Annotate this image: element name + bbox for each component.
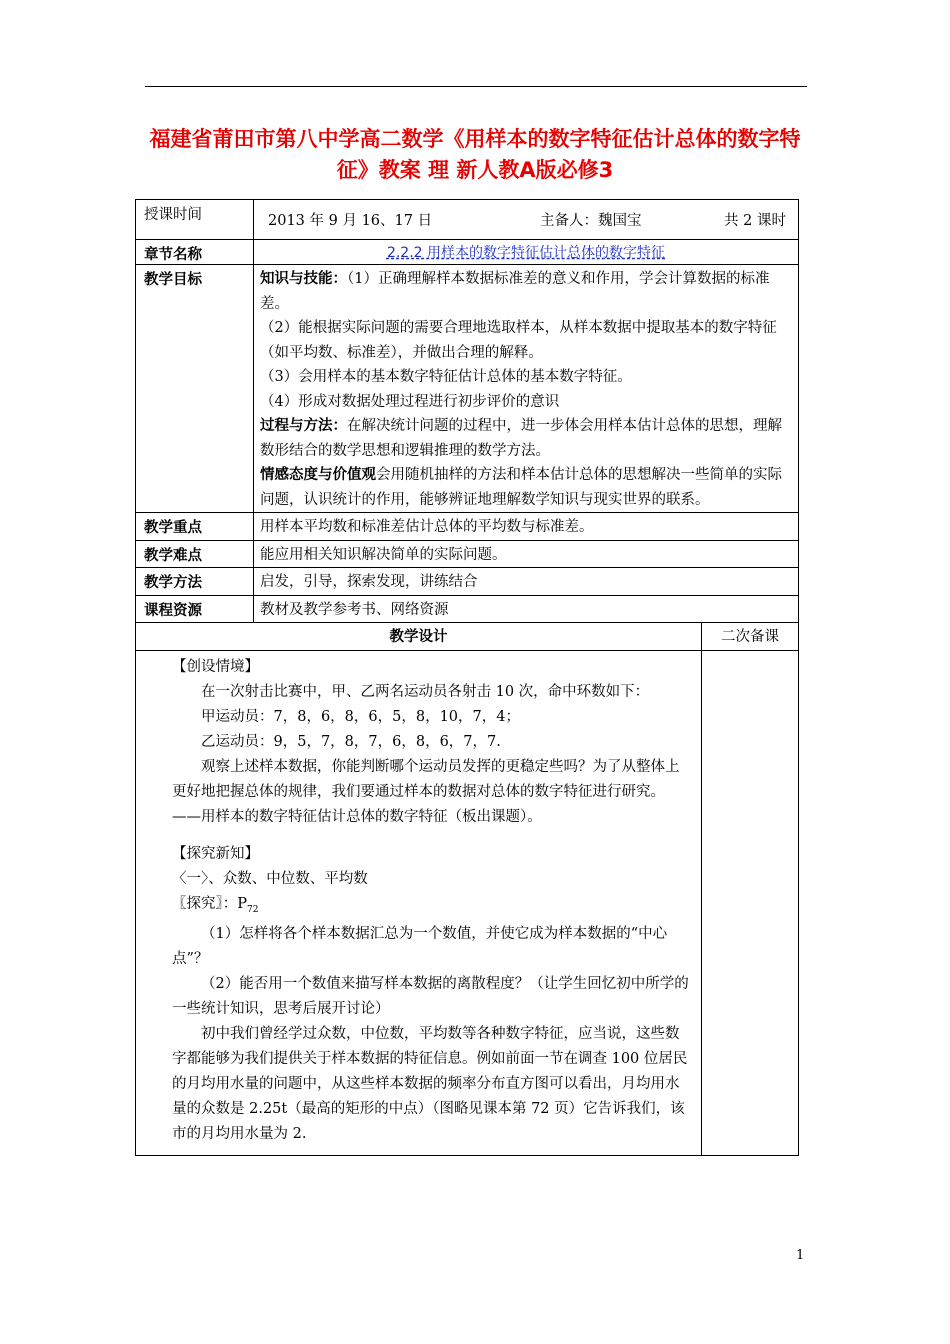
- label-goals: 教学目标: [136, 265, 254, 513]
- scores-yi: 乙运动员：9，5，7，8，7，6，8，6，7，7.: [201, 733, 501, 750]
- goals-content: [254, 265, 799, 513]
- explore-paragraph: 初中我们曾经学过众数，中位数，平均数等各种数字特征，应当说，这些数字都能够为我们提供关于样本数据的特征信息。例如前面一节在调查 100 位居民的月均用水量的问题中，从这些样本数据的频率分布直方图可以看出，月均用水量的众数是 2.25t（最高的矩形的中点）（图略见课本第 72 页）它告诉我们，该市的月均用水量为 2.: [172, 1026, 688, 1143]
- goal-item-3: （3）会用样本的基本数字特征估计总体的基本数字特征。: [260, 369, 632, 385]
- label-difficulty: 教学难点: [136, 540, 254, 568]
- preparer: 主备人：魏国宝: [540, 213, 642, 229]
- section-explore-title: 【探究新知】: [172, 845, 259, 862]
- resources-value: 教材及教学参考书、网络资源: [254, 595, 799, 623]
- explore-page: 72: [247, 904, 259, 915]
- label-focus: 教学重点: [136, 513, 254, 541]
- label-chapter: 章节名称: [136, 240, 254, 265]
- goal-item-2: （2）能根据实际问题的需要合理地选取样本，从样本数据中提取基本的数字特征（如平均数、标准差），并做出合理的解释。: [260, 320, 777, 361]
- class-time-row: [254, 200, 799, 240]
- process-text: 在解决统计问题的过程中，进一步体会用样本估计总体的思想，理解数形结合的数学思想和逻辑推理的数学方法。: [260, 418, 782, 459]
- method-value: 启发，引导，探索发现，讲练结合: [254, 568, 799, 596]
- chapter-name: 2.2.2 用样本的数字特征估计总体的数字特征: [254, 240, 799, 265]
- emotion-title: 情感态度与价值观: [260, 467, 376, 483]
- second-prep-header: 二次备课: [702, 623, 799, 651]
- difficulty-value: 能应用相关知识解决简单的实际问题。: [254, 540, 799, 568]
- section-scenario-title: 【创设情境】: [172, 658, 259, 675]
- header-rule: [145, 86, 807, 87]
- explore-label: 〖探究〗：P: [172, 895, 248, 912]
- subsection-title: 〈一〉、众数、中位数、平均数: [172, 870, 368, 887]
- goal-item-4: （4）形成对数据处理过程进行初步评价的意识: [260, 393, 560, 410]
- class-hours: 共 2 课时: [724, 213, 786, 229]
- process-title: 过程与方法：: [260, 418, 347, 434]
- knowledge-title: 知识与技能：: [260, 271, 347, 287]
- label-resources: 课程资源: [136, 595, 254, 623]
- document-title: 福建省莆田市第八中学高二数学《用样本的数字特征估计总体的数字特征》教案 理 新人教A版必修3: [149, 127, 801, 182]
- lesson-plan-table: [135, 199, 799, 1156]
- explore-question-2: （2）能否用一个数值来描写样本数据的离散程度？（让学生回忆初中所学的一些统计知识，思考后展开讨论）: [172, 976, 689, 1018]
- design-header: 教学设计: [136, 623, 702, 651]
- focus-value: 用样本平均数和标准差估计总体的平均数与标准差。: [254, 513, 799, 541]
- design-content: [136, 650, 702, 1156]
- scenario-question: 观察上述样本数据，你能判断哪个运动员发挥的更稳定些吗？为了从整体上更好地把握总体的规律，我们要通过样本的数据对总体的数字特征进行研究。——用样本的数字特征估计总体的数字特征（板出课题）。: [172, 758, 680, 825]
- scores-jia: 甲运动员：7，8，6，8，6，5，8，10，7，4；: [201, 708, 520, 725]
- scenario-intro: 在一次射击比赛中，甲、乙两名运动员各射击 10 次，命中环数如下：: [201, 683, 650, 700]
- class-date: 2013 年 9 月 16、17 日: [268, 213, 433, 229]
- label-method: 教学方法: [136, 568, 254, 596]
- knowledge-text: （1）正确理解样本数据标准差的意义和作用，学会计算数据的标准差。: [260, 271, 770, 312]
- page-number: 1: [796, 1248, 805, 1263]
- second-prep-cell: [702, 650, 799, 1156]
- emotion-text: 会用随机抽样的方法和样本估计总体的思想解决一些简单的实际问题，认识统计的作用，能够辨证地理解数学知识与现实世界的联系。: [260, 467, 782, 508]
- explore-question-1: （1）怎样将各个样本数据汇总为一个数值，并使它成为样本数据的“中心点”？: [172, 926, 668, 968]
- label-class-time: 授课时间: [136, 200, 254, 240]
